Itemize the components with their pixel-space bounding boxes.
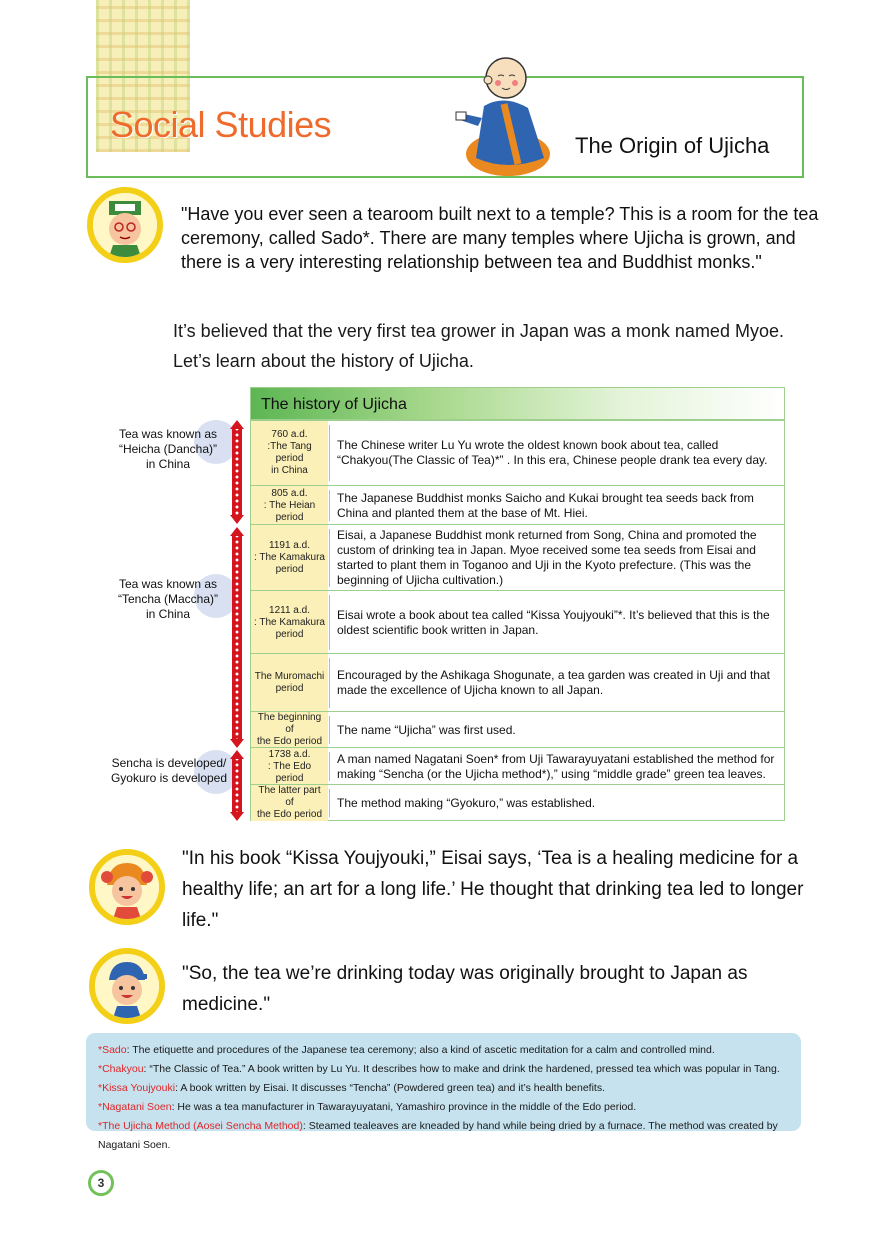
footnote-item [98, 1060, 789, 1079]
timeline-bar [232, 429, 242, 515]
event-cell: The method making “Gyokuro,” was established. [337, 795, 596, 810]
period-cell: The latter part of the Edo period [251, 785, 328, 821]
footnote-item [98, 1098, 789, 1117]
footnote-text: : The etiquette and procedures of the Japanese tea ceremony; also a kind of ascetic meditation for a calm and controlled mind. [126, 1044, 715, 1056]
timeline-arrow-up [230, 750, 244, 759]
event-cell: Eisai, a Japanese Buddhist monk returned from Song, China and promoted the custom of drinking tea in Japan. Myoe received some tea seeds from Eisai and started to plant them in Toganoo and Uji in the Kyoto prefecture. (This was the beginning of Ujicha cultivation.) [337, 528, 757, 587]
footnote-term: *Nagatani Soen [98, 1101, 172, 1113]
row-divider [329, 752, 330, 781]
footnote-term: *Kissa Youjyouki [98, 1082, 176, 1094]
row-divider [329, 529, 330, 587]
page-title: The Origin of Ujicha [575, 133, 770, 158]
row-divider [329, 658, 330, 708]
timeline-bar [232, 759, 242, 812]
table-row [251, 747, 784, 785]
row-divider [329, 425, 330, 481]
era-label-heicha: Tea was known as “Heicha (Dancha)” in China [118, 427, 218, 471]
page-number: 3 [88, 1170, 114, 1196]
footnote-item [98, 1117, 789, 1155]
history-title: The history of Ujicha [261, 396, 407, 413]
timeline-arrow-down [230, 515, 244, 524]
timeline-arrow-up [230, 420, 244, 429]
event-cell: A man named Nagatani Soen* from Uji Tawarayuyatani established the method for making “Sencha (or the Ujicha method*),” using “middle grade” green tea leaves. [337, 751, 775, 781]
table-row [251, 524, 784, 591]
footnote-item [98, 1041, 789, 1060]
row-divider [329, 490, 330, 521]
table-row [251, 653, 784, 712]
footnote-item [98, 1079, 789, 1098]
footnote-term: *Sado [98, 1044, 127, 1056]
table-row [251, 485, 784, 525]
speech-boy: "So, the tea we’re drinking today was originally brought to Japan as medicine." [182, 963, 748, 1015]
footnote-term: *Chakyou [98, 1063, 144, 1075]
history-table [250, 420, 785, 821]
footnote-term: *The Ujicha Method (Aosei Sencha Method) [98, 1120, 303, 1132]
row-divider [329, 595, 330, 650]
timeline-arrow-down [230, 739, 244, 748]
footnote-text: : “The Classic of Tea.” A book written by Lu Yu. It describes how to make and drink the hardened, pressed tea which was popular in Tang. [143, 1063, 780, 1075]
period-cell: 1738 a.d. : The Edo period [251, 748, 328, 785]
girl-avatar-icon [89, 849, 165, 925]
era-label-sencha: Sencha is developed/ Gyokuro is developed [110, 756, 228, 785]
event-cell: Eisai wrote a book about tea called “Kissa Youjyouki”*. It’s believed that this is the oldest scientific book written in Japan. [337, 607, 770, 637]
table-row [251, 784, 784, 821]
table-row [251, 711, 784, 748]
period-cell: 1191 a.d. : The Kamakura period [251, 525, 328, 591]
monk-illustration [448, 46, 560, 178]
row-divider [329, 789, 330, 817]
timeline-arrow-down [230, 812, 244, 821]
era-label-tencha: Tea was known as “Tencha (Maccha)” in China [117, 577, 219, 621]
table-row [251, 421, 784, 485]
teacher-avatar-icon [87, 187, 163, 263]
speech-girl: "In his book “Kissa Youjyouki,” Eisai says, ‘Tea is a healing medicine for a healthy life; an art for a long life.’ He thought that drinking tea led to longer life." [182, 848, 804, 931]
period-cell: The Muromachi period [251, 654, 328, 712]
section-title: Social Studies [110, 104, 332, 145]
period-cell: 760 a.d. :The Tang period in China [251, 421, 328, 485]
event-cell: The name “Ujicha” was first used. [337, 722, 516, 737]
speech-teacher: "Have you ever seen a tearoom built next to a temple? This is a room for the tea ceremony, called Sado*. There are many temples where Ujicha is grown, and there is a very interesting relationship between tea and Buddhist monks." [181, 204, 819, 272]
footnote-text: : He was a tea manufacturer in Tawarayuyatani, Yamashiro province in the middle of the Edo period. [171, 1101, 637, 1113]
footnote-text: : Steamed tealeaves are kneaded by hand while being dried by a furnace. The method was created by Nagatani Soen. [98, 1120, 778, 1151]
row-divider [329, 716, 330, 744]
timeline-arrow-up [230, 527, 244, 536]
intro-text: It’s believed that the very first tea grower in Japan was a monk named Myoe. Let’s learn about the history of Ujicha. [173, 321, 784, 371]
footnotes-box [86, 1033, 801, 1151]
footnote-text: : A book written by Eisai. It discusses “Tencha” (Powdered green tea) and it’s health benefits. [175, 1082, 606, 1094]
timeline-bar [232, 536, 242, 739]
period-cell: 805 a.d. : The Heian period [251, 486, 328, 525]
table-row [251, 590, 784, 654]
period-cell: The beginning of the Edo period [251, 712, 328, 748]
event-cell: The Chinese writer Lu Yu wrote the oldest known book about tea, called “Chakyou(The Classic of Tea)*” . In this era, Chinese people drank tea every day. [337, 438, 768, 467]
event-cell: Encouraged by the Ashikaga Shogunate, a tea garden was created in Uji and that made the excellence of Ujicha known to all Japan. [337, 668, 770, 697]
period-cell: 1211 a.d. : The Kamakura period [251, 591, 328, 654]
event-cell: The Japanese Buddhist monks Saicho and Kukai brought tea seeds back from China and planted them at the base of Mt. Hiei. [337, 490, 754, 520]
boy-avatar-icon [89, 948, 165, 1024]
